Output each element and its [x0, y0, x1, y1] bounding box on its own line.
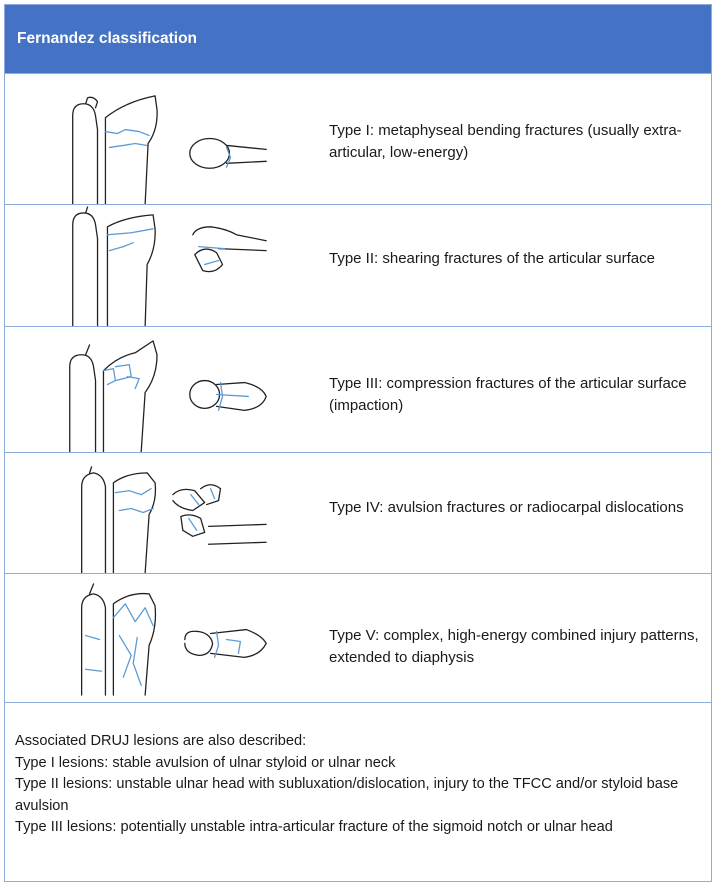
type-1-description: Type I: metaphyseal bending fractures (usually extra-articular, low-energy)	[329, 122, 682, 161]
table-title: Fernandez classification	[17, 30, 198, 47]
type-3-description: Type III: compression fractures of the articular surface (impaction)	[329, 375, 687, 414]
fernandez-classification-table	[4, 4, 712, 882]
type-row-5	[5, 573, 711, 702]
type-row-3	[5, 326, 711, 452]
druj-lesions-section	[5, 702, 711, 882]
type-3-illustration	[5, 327, 320, 452]
table-header	[5, 5, 711, 73]
type-2-illustration	[5, 205, 320, 326]
type-5-illustration	[5, 574, 320, 702]
type-4-illustration	[5, 453, 320, 573]
type-row-4	[5, 452, 711, 573]
druj-intro: Associated DRUJ lesions are also described:	[15, 733, 307, 749]
druj-lesion-1: Type I lesions: stable avulsion of ulnar styloid or ulnar neck	[15, 754, 396, 771]
type-5-description: Type V: complex, high-energy combined injury patterns, extended to diaphysis	[329, 627, 699, 666]
type-4-description: Type IV: avulsion fractures or radiocarpal dislocations	[329, 499, 684, 516]
druj-lesion-3: Type III lesions: potentially unstable intra-articular fracture of the sigmoid notch or ulnar head	[15, 819, 613, 835]
type-1-illustration	[5, 74, 320, 204]
druj-lesion-2: Type II lesions: unstable ulnar head with subluxation/dislocation, injury to the TFCC and/or styloid base avulsion	[15, 776, 679, 814]
type-2-description: Type II: shearing fractures of the articular surface	[329, 250, 655, 267]
type-row-1	[5, 73, 711, 204]
type-row-2	[5, 204, 711, 326]
